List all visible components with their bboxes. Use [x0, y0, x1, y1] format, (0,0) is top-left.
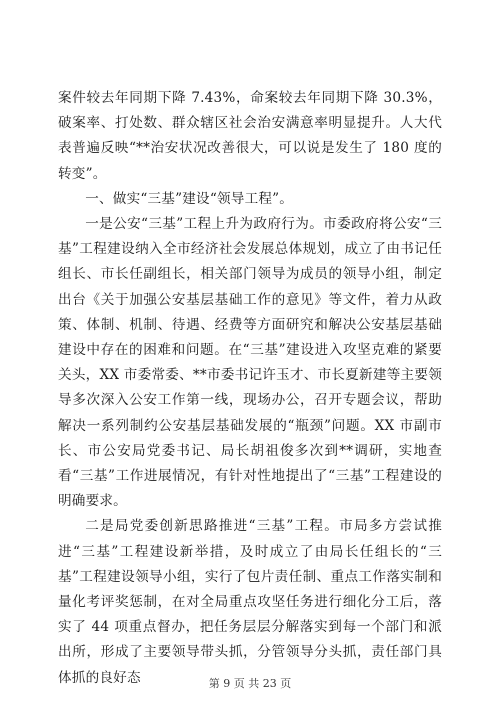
paragraph-4: 二是局党委创新思路推进“三基”工程。市局多方尝试推进“三基”工程建设新举措，及时成立了由局长任组长的“三基”工程建设领导小组，实行了包片责任制、重点工作落实制和量化考评奖惩制，在对全局重点攻坚任务进行细化分工后，落实了 44 项重点督办，把任务层层分解落实到每一个部门和派出所，形成了主要领导带头抓，分管领导分头抓，责任部门具体抓的良好态: [58, 518, 442, 686]
document-body: [58, 86, 442, 691]
paragraph-3: 一是公安“三基”工程上升为政府行为。市委政府将公安“三基”工程建设纳入全市经济社会发展总体规划，成立了由书记任组长、市长任副组长，相关部门领导为成员的领导小组，制定出台《关于加强公安基层基础工作的意见》等文件，着力从政策、体制、机制、待遇、经费等方面研究和解决公安基层基础建设中存在的困难和问题。在“三基”建设进入攻坚克难的紧要关头，XX 市委常委、**市委书记许玉才、市长夏新建等主要领导多次深入公安工作第一线，现场办公，召开专题会议，帮助解决一系列制约公安基层基础发展的“瓶颈”问题。XX 市副市长、市公安局党委书记、局长胡祖俊多次到**调研，实地查看“三基”工作进展情况，有针对性地提出了“三基”工程建设的明确要求。: [58, 216, 442, 510]
page-footer: 第 9 页 共 23 页: [208, 677, 292, 690]
paragraph-2-section-heading: 一、做实“三基”建设“领导工程”。: [85, 190, 294, 207]
paragraph-1: 案件较去年同期下降 7.43%，命案较去年同期下降 30.3%，破案率、打处数、群众辖区社会治安满意率明显提升。人大代表普遍反映“**治安状况改善很大，可以说是发生了 180 度的转变”。: [58, 90, 442, 182]
